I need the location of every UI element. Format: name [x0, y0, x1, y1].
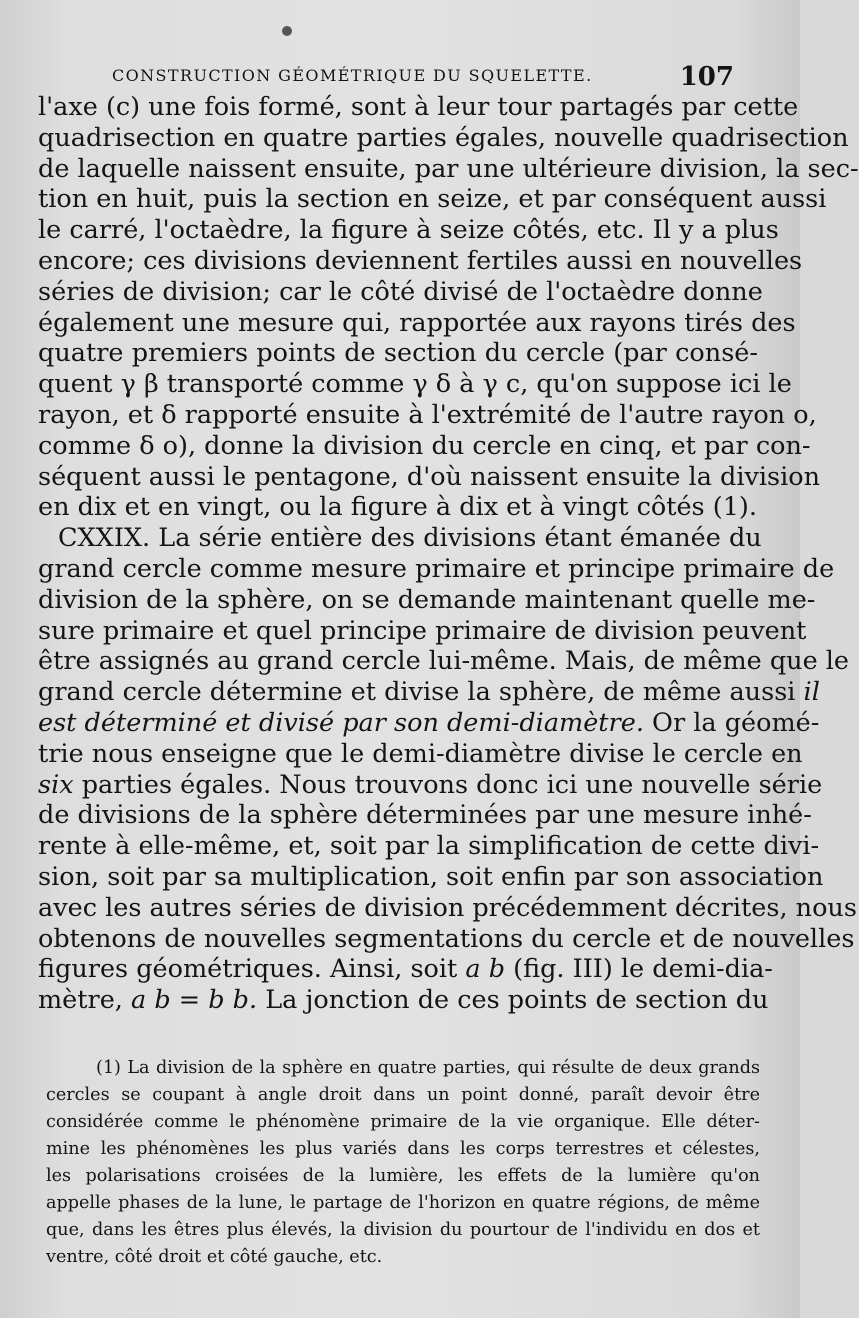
text-line: également une mesure qui, rapportée aux rayons tirés des — [38, 307, 796, 338]
text-run: parties égales. Nous trouvons donc ici une nouvelle série — [81, 769, 823, 800]
text-line — [38, 769, 823, 801]
text-line: rente à elle-même, et, soit par la simplification de cette divi- — [38, 831, 820, 862]
text-line: quadrisection en quatre parties égales, nouvelle quadrisection — [38, 122, 849, 153]
footnote — [46, 1055, 760, 1271]
footnote-line: que, dans les êtres plus élevés, la division du pourtour de l'individu en dos et — [46, 1220, 760, 1240]
text-line: l'axe (c) une fois formé, sont à leur tour partagés par cette — [38, 92, 799, 122]
text-line: de divisions de la sphère déterminées par une mesure inhé- — [38, 800, 812, 831]
text-line: obtenons de nouvelles segmentations du cercle et de nouvelles — [38, 923, 855, 954]
body-text — [38, 92, 859, 1016]
section-heading-line: CXXIX. La série entière des divisions étant émanée du — [58, 523, 762, 554]
text-line: quatre premiers points de section du cercle (par consé- — [38, 338, 758, 369]
text-line — [38, 954, 773, 985]
text-line: avec les autres séries de division précédemment décrites, nous — [38, 892, 857, 923]
text-line: en dix et en vingt, ou la figure à dix et à vingt côtés (1). — [38, 492, 757, 523]
text-run: mètre, — [38, 985, 123, 1016]
text-run: grand cercle détermine et divise la sphère, de même aussi — [38, 677, 796, 708]
text-line: division de la sphère, on se demande maintenant quelle me- — [38, 584, 816, 615]
text-line — [38, 707, 820, 739]
page-number: 107 — [679, 62, 734, 92]
text-line: le carré, l'octaèdre, la figure à seize côtés, etc. Il y a plus — [38, 215, 779, 246]
footnote-line: considérée comme le phénomène primaire de la vie organique. Elle déter- — [46, 1112, 760, 1132]
footnote-line: appelle phases de la lune, le partage de l'horizon en quatre régions, de même — [46, 1193, 760, 1213]
ink-spot — [282, 26, 292, 36]
page-header — [112, 62, 744, 92]
footnote-line: (1) La division de la sphère en quatre parties, qui résulte de deux grands — [96, 1058, 760, 1078]
italic-text: six — [38, 769, 74, 800]
running-title: CONSTRUCTION GÉOMÉTRIQUE DU SQUELETTE. — [112, 66, 593, 85]
text-line: quent γ β transporté comme γ δ à γ c, qu'on suppose ici le — [38, 369, 792, 400]
text-line: tion en huit, puis la section en seize, et par conséquent aussi — [38, 184, 827, 215]
text-line: trie nous enseigne que le demi-diamètre divise le cercle en — [38, 738, 803, 769]
italic-text: a b — [465, 954, 506, 985]
text-line: grand cercle comme mesure primaire et principe primaire de — [38, 553, 835, 584]
text-line: de laquelle naissent ensuite, par une ultérieure division, la sec- — [38, 153, 859, 184]
italic-text: est déterminé et divisé par son demi-diamètre. — [38, 707, 644, 738]
footnote-line: les polarisations croisées de la lumière, les effets de la lumière qu'on — [46, 1166, 760, 1186]
footnote-line: mine les phénomènes les plus variés dans les corps terrestres et célestes, — [46, 1139, 760, 1159]
text-run: figures géométriques. Ainsi, soit — [38, 954, 458, 985]
text-line: rayon, et δ rapporté ensuite à l'extrémité de l'autre rayon o, — [38, 399, 817, 430]
text-line: encore; ces divisions deviennent fertiles aussi en nouvelles — [38, 245, 803, 276]
italic-text: a b = b b. — [131, 985, 258, 1016]
text-run: Or la géomé- — [652, 707, 820, 738]
text-line: séries de division; car le côté divisé de l'octaèdre donne — [38, 276, 763, 307]
footnote-line: ventre, côté droit et côté gauche, etc. — [46, 1247, 383, 1267]
text-line: être assignés au grand cercle lui-même. Mais, de même que le — [38, 646, 850, 677]
text-run: (fig. III) le demi-dia- — [513, 954, 773, 985]
italic-text: il — [803, 677, 820, 708]
text-line: sion, soit par sa multiplication, soit enfin par son association — [38, 861, 824, 892]
text-line: séquent aussi le pentagone, d'où naissent ensuite la division — [38, 461, 821, 492]
footnote-line: cercles se coupant à angle droit dans un point donné, paraît devoir être — [46, 1085, 760, 1105]
text-line — [38, 985, 769, 1016]
text-line — [38, 677, 820, 708]
text-line: sure primaire et quel principe primaire de division peuvent — [38, 615, 807, 646]
text-run: La jonction de ces points de section du — [265, 985, 769, 1016]
text-line: comme δ o), donne la division du cercle en cinq, et par con- — [38, 430, 811, 461]
